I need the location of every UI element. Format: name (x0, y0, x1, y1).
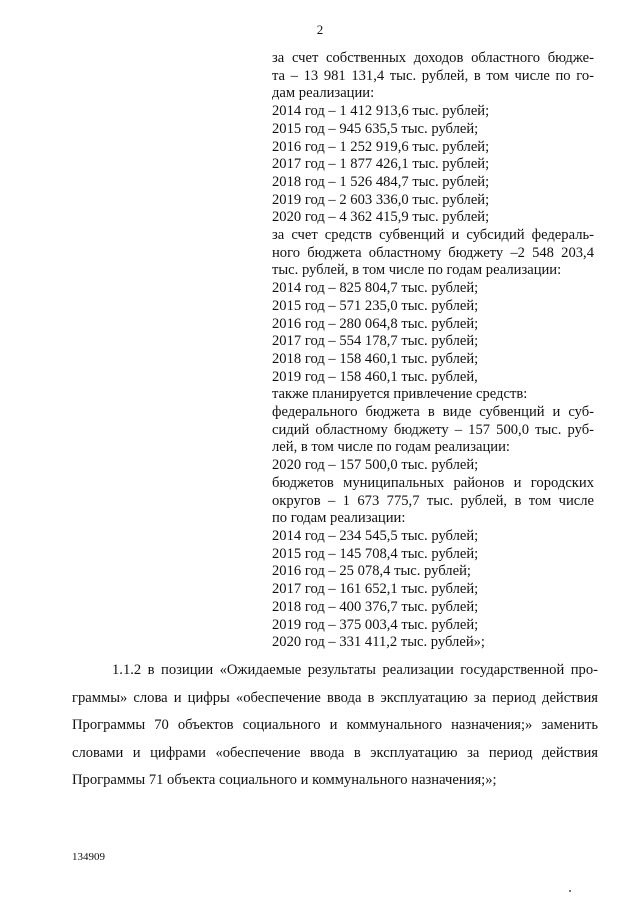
column-line: 2017 год – 161 652,1 тыс. рублей; (272, 581, 479, 598)
document-code: 134909 (72, 851, 105, 863)
column-line: 2014 год – 825 804,7 тыс. рублей; (272, 280, 479, 297)
column-line: 2018 год – 400 376,7 тыс. рублей; (272, 598, 479, 615)
column-line: сидий областному бюджету – 157 500,0 тыс. руб- (272, 421, 594, 438)
column-line: 2019 год – 2 603 336,0 тыс. рублей; (272, 191, 490, 208)
column-line: по годам реализации: (272, 510, 406, 527)
page-number: 2 (316, 22, 324, 37)
column-line: 2016 год – 25 078,4 тыс. рублей; (272, 563, 471, 580)
column-line: федерального бюджета в виде субвенций и суб- (272, 404, 594, 421)
column-line: округов – 1 673 775,7 тыс. рублей, в том числе (272, 492, 594, 509)
column-line: за счет собственных доходов областного бюдже- (272, 50, 594, 66)
column-line: дам реализации: (272, 85, 375, 102)
column-line: 2020 год – 331 411,2 тыс. рублей»; (272, 634, 485, 651)
column-line: за счет средств субвенций и субсидий федераль- (272, 227, 594, 244)
column-line: 2015 год – 145 708,4 тыс. рублей; (272, 545, 479, 562)
paragraph-line: граммы» слова и цифры «обеспечение ввода в эксплуатацию за период действия (72, 689, 598, 706)
paragraph-line: словами и цифрами «обеспечение ввода в эксплуатацию за период действия (72, 744, 598, 761)
column-line: 2019 год – 375 003,4 тыс. рублей; (272, 616, 479, 633)
column-line: 2016 год – 280 064,8 тыс. рублей; (272, 315, 479, 332)
column-line: 2014 год – 1 412 913,6 тыс. рублей; (272, 103, 490, 120)
column-line: 2020 год – 4 362 415,9 тыс. рублей; (272, 209, 490, 226)
paragraph-line: 1.1.2 в позиции «Ожидаемые результаты реализации государственной про- (112, 662, 598, 678)
column-line: 2017 год – 1 877 426,1 тыс. рублей; (272, 156, 490, 173)
amendment-paragraph (72, 657, 598, 795)
column-line: 2015 год – 945 635,5 тыс. рублей; (272, 120, 479, 137)
column-line: 2020 год – 157 500,0 тыс. рублей; (272, 457, 479, 474)
paragraph-line: Программы 71 объекта социального и коммунального назначения;»; (72, 772, 497, 788)
column-line: та – 13 981 131,4 тыс. рублей, в том числе по го- (272, 67, 594, 84)
column-line: ного бюджета областному бюджету –2 548 203,4 (272, 244, 594, 261)
column-line: 2018 год – 1 526 484,7 тыс. рублей; (272, 173, 490, 190)
scan-mark (569, 890, 571, 892)
column-line: также планируется привлечение средств: (272, 386, 528, 403)
column-line: 2018 год – 158 460,1 тыс. рублей; (272, 350, 479, 367)
funding-column (272, 50, 594, 652)
column-line: 2016 год – 1 252 919,6 тыс. рублей; (272, 138, 490, 155)
column-line: 2015 год – 571 235,0 тыс. рублей; (272, 297, 479, 314)
column-line: 2014 год – 234 545,5 тыс. рублей; (272, 527, 479, 544)
column-line: 2017 год – 554 178,7 тыс. рублей; (272, 333, 479, 350)
column-line: 2019 год – 158 460,1 тыс. рублей, (272, 368, 478, 385)
column-line: лей, в том числе по годам реализации: (272, 439, 510, 456)
column-line: бюджетов муниципальных районов и городских (272, 474, 594, 491)
column-line: тыс. рублей, в том числе по годам реализации: (272, 262, 562, 279)
paragraph-line: Программы 70 объектов социального и коммунального назначения;» заменить (72, 717, 598, 733)
